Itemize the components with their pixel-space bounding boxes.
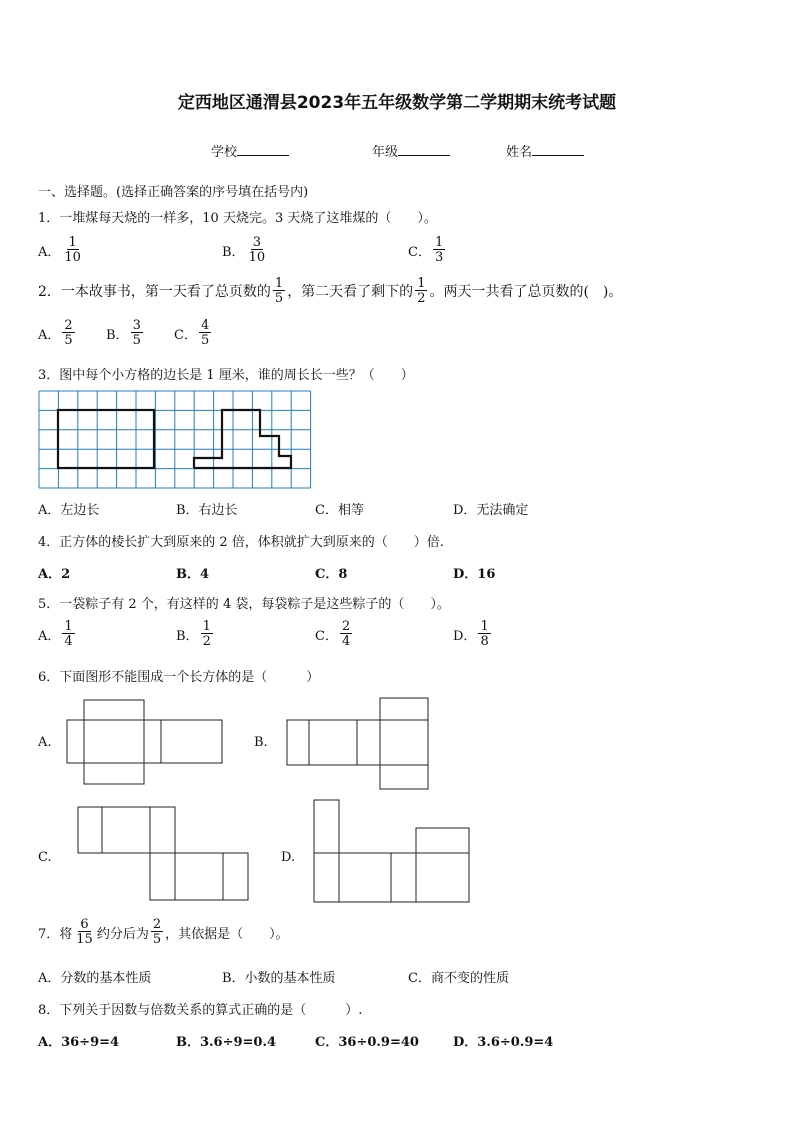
net-d — [314, 800, 469, 902]
q8-option-c[interactable]: C．36÷0.9=40 — [315, 1035, 419, 1050]
fraction: $\frac{1}{4}$ — [64, 619, 73, 649]
q5-option-c[interactable]: C． $\frac{2}{4}$ — [315, 619, 351, 649]
question-4: 4．正方体的棱长扩大到原来的 2 倍，体积就扩大到原来的（ ）倍. — [38, 535, 444, 550]
q6-option-d[interactable]: D. — [281, 850, 296, 865]
q2-option-b[interactable]: B． $\frac{3}{5}$ — [106, 318, 141, 348]
school-field[interactable]: 学校 — [211, 141, 289, 160]
section-heading: 一、选择题。(选择正确答案的序号填在括号内) — [38, 185, 309, 200]
q8-option-d[interactable]: D．3.6÷0.9=4 — [453, 1035, 554, 1050]
net-c — [78, 807, 248, 900]
q4-option-b[interactable]: B．4 — [176, 567, 210, 582]
question-6: 6．下面图形不能围成一个长方体的是（ ） — [38, 670, 320, 685]
q3-option-b[interactable]: B．右边长 — [176, 503, 238, 518]
fraction: $\frac{3}{5}$ — [132, 318, 141, 348]
q4-option-d[interactable]: D．16 — [453, 567, 496, 582]
q1-option-c[interactable]: C． $\frac{1}{3}$ — [408, 235, 444, 265]
q2-option-a[interactable]: A． $\frac{2}{5}$ — [38, 318, 73, 348]
q3-option-c[interactable]: C．相等 — [315, 503, 364, 518]
q1-option-a[interactable]: A． $\frac{1}{10}$ — [38, 235, 81, 265]
q3-option-d[interactable]: D．无法确定 — [453, 503, 529, 518]
q6-option-b[interactable]: B. — [254, 735, 268, 750]
question-1: 1．一堆煤每天烧的一样多，10 天烧完。3 天烧了这堆煤的（ ）。 — [38, 211, 437, 226]
q7-option-b[interactable]: B．小数的基本性质 — [222, 971, 336, 986]
fraction: $\frac{1}{10}$ — [64, 235, 81, 265]
q7-option-a[interactable]: A．分数的基本性质 — [38, 971, 152, 986]
fraction: $\frac{2}{4}$ — [341, 619, 351, 649]
q5-option-b[interactable]: B． $\frac{1}{2}$ — [176, 619, 211, 649]
net-a — [67, 700, 222, 784]
question-5: 5．一袋粽子有 2 个，有这样的 4 袋，每袋粽子是这些粽子的（ ）。 — [38, 597, 450, 612]
page-title: 定西地区通渭县2023年五年级数学第二学期期末统考试题 — [177, 93, 617, 113]
fraction: $\frac{1}{2}$ — [202, 619, 211, 649]
question-8: 8．下列关于因数与倍数关系的算式正确的是（ ）. — [38, 1003, 363, 1018]
grade-field[interactable]: 年级 — [372, 141, 450, 160]
fraction: $\frac{2}{5}$ — [152, 917, 162, 947]
q8-option-a[interactable]: A．36÷9=4 — [38, 1035, 120, 1050]
q7-option-c[interactable]: C．商不变的性质 — [408, 971, 509, 986]
q6-option-c[interactable]: C. — [38, 850, 52, 865]
q5-option-a[interactable]: A． $\frac{1}{4}$ — [38, 619, 73, 649]
q4-option-a[interactable]: A．2 — [38, 567, 71, 582]
q6-option-a[interactable]: A. — [38, 735, 52, 750]
question-2: 2．一本故事书，第一天看了总页数的 $\frac{1}{5}$ ，第二天看了剩下的 $\frac{1}{2}$ 。两天一共看了总页数的( )。 — [38, 276, 623, 306]
q1-option-b[interactable]: B． $\frac{3}{10}$ — [222, 235, 266, 265]
fraction: $\frac{3}{10}$ — [248, 235, 266, 265]
fraction: $\frac{6}{15}$ — [76, 917, 93, 947]
question-3: 3．图中每个小方格的边长是 1 厘米，谁的周长长一些？（ ） — [38, 368, 414, 383]
fraction: $\frac{1}{2}$ — [417, 276, 426, 306]
name-field[interactable]: 姓名 — [506, 141, 584, 160]
net-b — [287, 698, 428, 789]
q3-option-a[interactable]: A．左边长 — [38, 503, 100, 518]
fraction: $\frac{2}{5}$ — [64, 318, 73, 348]
fraction: $\frac{4}{5}$ — [200, 318, 210, 348]
q5-option-d[interactable]: D． $\frac{1}{8}$ — [453, 619, 489, 649]
q2-option-c[interactable]: C． $\frac{4}{5}$ — [174, 318, 210, 348]
q8-option-b[interactable]: B．3.6÷9=0.4 — [176, 1035, 277, 1050]
fraction: $\frac{1}{5}$ — [274, 276, 284, 306]
fraction: $\frac{1}{8}$ — [480, 619, 489, 649]
fraction: $\frac{1}{3}$ — [434, 235, 444, 265]
q4-option-c[interactable]: C．8 — [315, 567, 348, 582]
question-7: 7．将 $\frac{6}{15}$ 约分后为 $\frac{2}{5}$ ，其依据是（ ）。 — [38, 917, 289, 947]
